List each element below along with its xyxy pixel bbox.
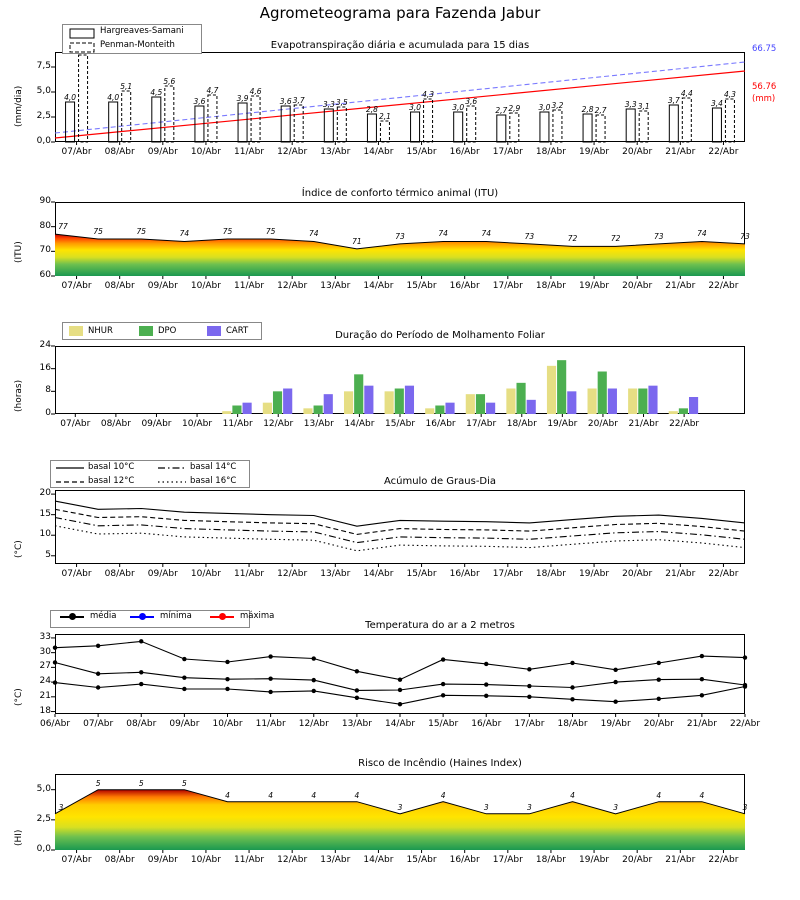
value-label: 77: [58, 222, 68, 232]
legend-swatch-cart: [207, 326, 221, 336]
x-tick-label: 22/Abr: [669, 419, 700, 429]
x-tick-label: 15/Abr: [406, 147, 437, 157]
x-tick-label: 15/Abr: [406, 569, 437, 579]
value-label: 73: [740, 231, 750, 241]
value-label: 4,7: [206, 86, 219, 95]
x-tick-label: 22/Abr: [708, 855, 739, 865]
x-tick-label: 10/Abr: [190, 281, 221, 291]
x-tick-label: 14/Abr: [344, 419, 375, 429]
x-tick-label: 19/Abr: [547, 419, 578, 429]
itu-title: Índice de conforto térmico animal (ITU): [301, 188, 499, 199]
x-tick-label: 11/Abr: [222, 419, 253, 429]
x-tick-label: 17/Abr: [492, 147, 523, 157]
value-label: 2,7: [495, 106, 508, 115]
x-tick-label: 14/Abr: [363, 281, 394, 291]
value-label: 4,3: [723, 90, 736, 99]
value-label: 3: [526, 802, 532, 812]
y-tick-label: 24: [39, 340, 51, 350]
x-tick-label: 20/Abr: [622, 281, 653, 291]
value-label: 71: [352, 236, 362, 246]
x-tick-label: 12/Abr: [277, 855, 308, 865]
graus-title: Acúmulo de Graus-Dia: [383, 476, 497, 487]
x-tick-label: 14/Abr: [363, 855, 394, 865]
legend-label-máxima: máxima: [240, 611, 275, 621]
evapo-title: Evapotranspiração diária e acumulada para 15 dias: [270, 40, 530, 51]
graus-legend-b12: basal 12°C: [88, 476, 135, 486]
x-tick-label: 13/Abr: [341, 719, 372, 729]
x-tick-label: 18/Abr: [535, 569, 566, 579]
x-tick-label: 19/Abr: [579, 569, 610, 579]
panel-temperatura: [0, 604, 800, 734]
value-label: 3,7: [292, 96, 305, 105]
x-tick-label: 18/Abr: [535, 147, 566, 157]
value-label: 4: [570, 790, 575, 800]
x-tick-label: 13/Abr: [320, 147, 351, 157]
x-tick-label: 21/Abr: [665, 569, 696, 579]
x-tick-label: 07/Abr: [60, 419, 91, 429]
value-label: 73: [524, 231, 535, 241]
x-tick-label: 18/Abr: [535, 281, 566, 291]
value-label: 74: [308, 229, 319, 239]
value-label: 4,3: [422, 90, 435, 99]
value-label: 73: [395, 231, 405, 241]
value-label: 75: [136, 227, 147, 236]
x-tick-label: 17/Abr: [492, 855, 523, 865]
x-tick-label: 07/Abr: [61, 855, 92, 865]
x-tick-label: 21/Abr: [686, 719, 717, 729]
value-label: 4,6: [249, 87, 262, 96]
value-label: 3: [397, 802, 403, 812]
evapo-acc-unit: (mm): [752, 94, 776, 104]
y-tick-label: 5: [45, 549, 51, 560]
x-tick-label: 11/Abr: [234, 281, 265, 291]
legend-swatch-dpo: [139, 326, 153, 336]
x-tick-label: 16/Abr: [425, 419, 456, 429]
page-title: Agrometeograma para Fazenda Jabur: [259, 4, 541, 22]
value-label: 5,6: [163, 77, 176, 86]
temp-ylabel: (°C): [14, 688, 24, 706]
legend-label-cart: CART: [226, 326, 249, 336]
x-tick-label: 21/Abr: [628, 419, 659, 429]
y-tick-label: 60: [39, 270, 51, 280]
x-tick-label: 10/Abr: [212, 719, 243, 729]
value-label: 3,2: [551, 101, 564, 110]
x-tick-label: 12/Abr: [263, 419, 294, 429]
x-tick-label: 20/Abr: [622, 569, 653, 579]
value-label: 2,7: [594, 106, 607, 115]
x-tick-label: 10/Abr: [190, 569, 221, 579]
value-label: 3,6: [279, 97, 292, 106]
x-tick-label: 22/Abr: [729, 719, 761, 729]
y-tick-label: 33: [39, 631, 51, 642]
value-label: 75: [265, 227, 276, 236]
x-tick-label: 22/Abr: [708, 281, 739, 291]
x-tick-label: 20/Abr: [643, 719, 674, 729]
x-tick-label: 21/Abr: [665, 855, 696, 865]
value-label: 4: [656, 790, 662, 800]
y-tick-label: 30: [39, 646, 51, 657]
x-tick-label: 17/Abr: [514, 719, 545, 729]
x-tick-label: 11/Abr: [234, 569, 265, 579]
x-tick-label: 20/Abr: [622, 147, 653, 157]
value-label: 3: [483, 802, 489, 812]
panel-evapotranspiracao: [0, 22, 800, 162]
x-tick-label: 12/Abr: [277, 281, 308, 291]
value-label: 5: [181, 778, 187, 788]
x-tick-label: 16/Abr: [449, 569, 480, 579]
x-tick-label: 08/Abr: [126, 719, 157, 729]
y-tick-label: 18: [39, 705, 51, 716]
x-tick-label: 07/Abr: [61, 569, 92, 579]
x-tick-label: 08/Abr: [104, 147, 135, 157]
x-tick-label: 13/Abr: [320, 855, 351, 865]
value-label: 75: [93, 227, 103, 236]
legend-dot-média: [69, 613, 76, 620]
value-label: 3: [613, 802, 619, 812]
x-tick-label: 21/Abr: [665, 281, 696, 291]
x-tick-label: 14/Abr: [363, 569, 394, 579]
legend-label-mínima: mínima: [160, 611, 192, 621]
x-tick-label: 14/Abr: [384, 719, 416, 729]
haines-title: Risco de Incêndio (Haines Index): [358, 758, 522, 769]
x-tick-label: 08/Abr: [104, 569, 135, 579]
x-tick-label: 16/Abr: [449, 281, 480, 291]
x-tick-label: 08/Abr: [104, 281, 135, 291]
value-label: 2,8: [581, 105, 594, 114]
value-label: 72: [567, 234, 578, 244]
x-tick-label: 12/Abr: [298, 719, 329, 729]
x-tick-label: 16/Abr: [449, 147, 480, 157]
value-label: 3: [58, 802, 64, 812]
y-tick-label: 21: [39, 690, 51, 701]
value-label: 3,0: [538, 103, 551, 112]
y-tick-label: 80: [39, 220, 51, 231]
value-label: 3,0: [452, 103, 465, 112]
molhamento-title: Duração do Período de Molhamento Foliar: [335, 330, 545, 341]
x-tick-label: 10/Abr: [182, 419, 213, 429]
y-tick-label: 8: [45, 385, 51, 396]
x-tick-label: 14/Abr: [363, 147, 394, 157]
value-label: 4,0: [107, 93, 120, 102]
y-tick-label: 16: [39, 362, 51, 373]
value-label: 4,0: [64, 93, 77, 102]
value-label: 4: [311, 790, 317, 800]
x-tick-label: 07/Abr: [61, 281, 92, 291]
x-tick-label: 13/Abr: [320, 281, 351, 291]
x-tick-label: 13/Abr: [320, 569, 351, 579]
x-tick-label: 06/Abr: [39, 719, 71, 729]
x-tick-label: 07/Abr: [83, 719, 114, 729]
value-label: 5: [95, 778, 101, 788]
y-tick-label: 24: [39, 676, 51, 687]
y-tick-label: 5,0: [36, 783, 51, 794]
legend-dot-máxima: [219, 613, 226, 620]
value-label: 3,6: [193, 97, 206, 106]
x-tick-label: 20/Abr: [587, 419, 618, 429]
panel-graus-dia: [0, 458, 800, 588]
panel-itu: [0, 188, 800, 298]
legend-label-nhur: NHUR: [88, 326, 113, 336]
evapo-legend-pm: Penman-Monteith: [100, 40, 175, 50]
x-tick-label: 09/Abr: [169, 719, 200, 729]
graus-legend-b14: basal 14°C: [190, 462, 237, 472]
haines-ylabel: (HI): [14, 829, 24, 846]
x-tick-label: 22/Abr: [708, 147, 739, 157]
x-tick-label: 19/Abr: [579, 147, 610, 157]
value-label: 5,1: [120, 82, 133, 91]
x-tick-label: 19/Abr: [579, 855, 610, 865]
y-tick-label: 5,0: [36, 86, 51, 96]
value-label: 4,4: [680, 89, 693, 98]
evapo-acc-pm: 56.76: [752, 82, 777, 92]
x-tick-label: 08/Abr: [104, 855, 135, 865]
value-label: 3: [742, 802, 748, 812]
y-tick-label: 90: [39, 196, 51, 206]
x-tick-label: 18/Abr: [557, 719, 588, 729]
x-tick-label: 12/Abr: [277, 147, 308, 157]
y-tick-label: 70: [39, 245, 51, 256]
y-tick-label: 2,5: [36, 111, 51, 121]
x-tick-label: 16/Abr: [449, 855, 480, 865]
value-label: 3,6: [465, 97, 478, 106]
value-label: 75: [222, 227, 233, 236]
value-label: 3,7: [667, 96, 680, 105]
evapo-acc-hs: 66.75: [752, 44, 777, 54]
y-tick-label: 2,5: [36, 813, 51, 824]
value-label: 3,3: [322, 100, 335, 109]
value-label: 74: [179, 229, 190, 239]
x-tick-label: 18/Abr: [506, 419, 537, 429]
x-tick-label: 19/Abr: [600, 719, 631, 729]
x-tick-label: 13/Abr: [303, 419, 334, 429]
evapo-legend-hs: Hargreaves-Samani: [100, 26, 184, 36]
y-tick-label: 7,5: [36, 61, 51, 71]
x-tick-label: 10/Abr: [190, 147, 221, 157]
x-tick-label: 10/Abr: [190, 855, 221, 865]
x-tick-label: 19/Abr: [579, 281, 610, 291]
value-label: 72: [610, 234, 621, 244]
value-label: 74: [697, 229, 707, 239]
legend-label-média: média: [90, 611, 117, 621]
value-label: 74: [481, 229, 492, 239]
y-tick-label: 10: [39, 529, 51, 540]
x-tick-label: 09/Abr: [141, 419, 172, 429]
graus-legend-b16: basal 16°C: [190, 476, 237, 486]
value-label: 3,5: [335, 98, 348, 107]
x-tick-label: 15/Abr: [406, 281, 437, 291]
y-tick-label: 0: [45, 408, 51, 418]
graus-legend-b10: basal 10°C: [88, 462, 135, 472]
temp-title: Temperatura do ar a 2 metros: [365, 620, 515, 631]
y-tick-label: 27: [39, 661, 51, 672]
value-label: 4: [354, 790, 360, 800]
value-label: 2,8: [365, 105, 378, 114]
value-label: 4: [225, 790, 230, 800]
x-tick-label: 11/Abr: [234, 855, 265, 865]
panel-haines: [0, 754, 800, 884]
x-tick-label: 11/Abr: [234, 147, 265, 157]
value-label: 3,9: [236, 94, 249, 103]
x-tick-label: 17/Abr: [466, 419, 497, 429]
itu-ylabel: (ITU): [14, 241, 24, 263]
y-tick-label: 0,0: [36, 844, 51, 854]
x-tick-label: 20/Abr: [622, 855, 653, 865]
x-tick-label: 22/Abr: [708, 569, 739, 579]
value-label: 3,1: [637, 102, 650, 111]
value-label: 4: [440, 790, 446, 800]
panel-molhamento: [0, 322, 800, 442]
x-tick-label: 09/Abr: [147, 569, 178, 579]
value-label: 5: [138, 778, 144, 788]
x-tick-label: 18/Abr: [535, 855, 566, 865]
value-label: 4: [268, 790, 274, 800]
value-label: 3,3: [624, 100, 637, 109]
x-tick-label: 12/Abr: [277, 569, 308, 579]
x-tick-label: 17/Abr: [492, 569, 523, 579]
value-label: 4,5: [150, 88, 163, 97]
y-tick-label: 0,0: [36, 136, 51, 146]
x-tick-label: 16/Abr: [471, 719, 502, 729]
x-tick-label: 11/Abr: [255, 719, 286, 729]
value-label: 74: [438, 229, 448, 239]
x-tick-label: 15/Abr: [384, 419, 416, 429]
x-tick-label: 09/Abr: [147, 281, 178, 291]
x-tick-label: 09/Abr: [147, 147, 178, 157]
y-tick-label: 15: [39, 508, 51, 519]
evapo-ylabel: (mm/dia): [14, 85, 24, 127]
x-tick-label: 21/Abr: [665, 147, 696, 157]
legend-swatch-nhur: [69, 326, 83, 336]
x-tick-label: 15/Abr: [428, 719, 459, 729]
value-label: 3,4: [710, 99, 723, 108]
x-tick-label: 17/Abr: [492, 281, 523, 291]
graus-ylabel: (°C): [14, 540, 24, 558]
x-tick-label: 15/Abr: [406, 855, 437, 865]
legend-label-dpo: DPO: [158, 326, 177, 336]
legend-dot-mínima: [139, 613, 146, 620]
value-label: 2,1: [378, 112, 391, 121]
value-label: 73: [653, 231, 664, 241]
value-label: 3,0: [409, 103, 422, 112]
x-tick-label: 08/Abr: [100, 419, 131, 429]
value-label: 4: [699, 790, 705, 800]
value-label: 2,9: [508, 104, 521, 113]
molhamento-ylabel: (horas): [14, 379, 24, 412]
y-tick-label: 20: [39, 488, 51, 499]
x-tick-label: 07/Abr: [61, 147, 92, 157]
x-tick-label: 09/Abr: [147, 855, 178, 865]
